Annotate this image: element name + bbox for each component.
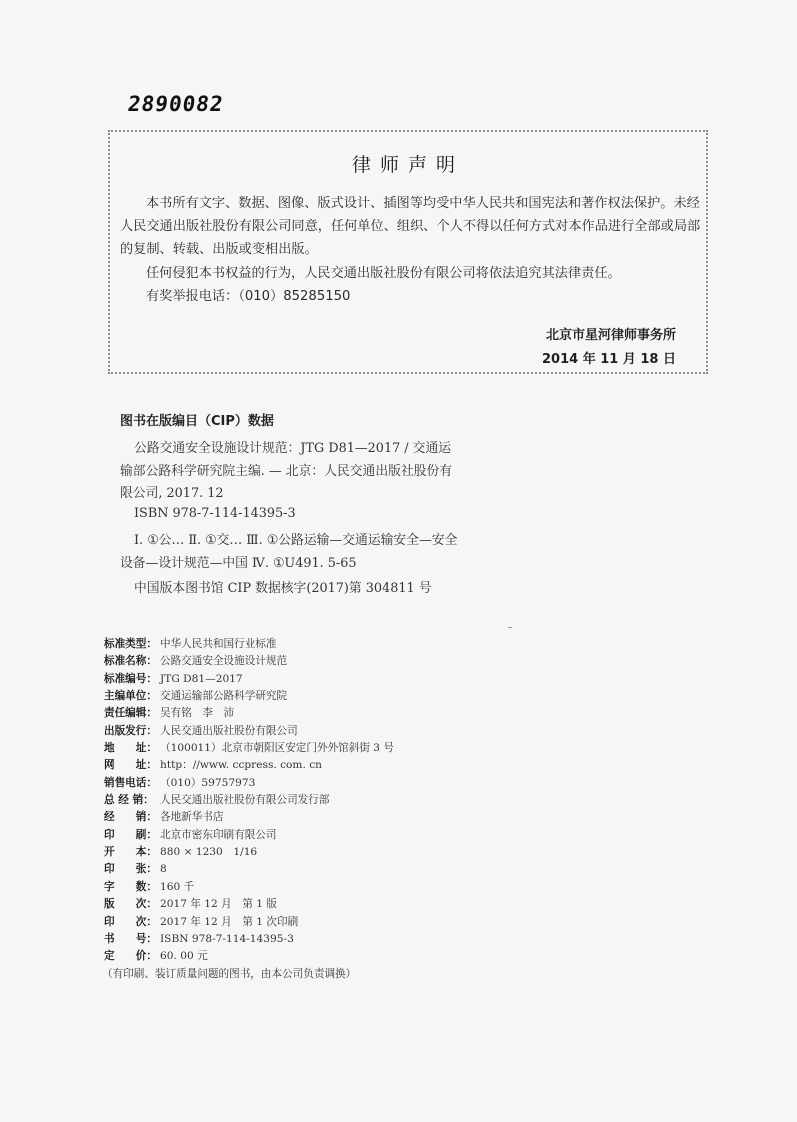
info-label: 字 数： [104, 880, 157, 893]
info-row [104, 948, 394, 965]
info-label: 印 次： [104, 915, 157, 928]
info-row [104, 861, 394, 878]
cip-isbn: ISBN 978-7-114-14395-3 [134, 506, 296, 521]
info-value: 公路交通安全设施设计规范 [160, 655, 288, 668]
info-value: 各地新华书店 [160, 811, 224, 824]
info-label: 出版发行： [104, 724, 157, 737]
info-row [104, 775, 394, 792]
publication-info [104, 636, 394, 983]
info-value: 交通运输部公路科学研究院 [160, 690, 288, 703]
info-value: 8 [160, 863, 167, 876]
cip-classification: Ⅰ. ①公… Ⅱ. ①交… Ⅲ. ①公路运输—交通运输安全—安全设备—设计规范—中国 Ⅳ. ①U491. 5-65 [120, 533, 458, 571]
info-label: 总 经 销： [104, 794, 154, 807]
info-row [104, 792, 394, 809]
info-label: 书 号： [104, 932, 157, 945]
info-label: 标准类型： [104, 638, 157, 650]
info-value: 60. 00 元 [160, 950, 208, 963]
info-value: 160 千 [160, 880, 195, 893]
info-label: 主编单位： [104, 690, 157, 703]
info-row [104, 914, 394, 931]
scan-mark [508, 627, 512, 628]
infringement-paragraph: 任何侵犯本书权益的行为，人民交通出版社股份有限公司将依法追究其法律责任。 [146, 266, 621, 281]
law-firm-signature: 北京市星河律师事务所 [545, 328, 676, 343]
info-label: 标准名称： [104, 655, 157, 668]
info-value: 中华人民共和国行业标准 [160, 638, 277, 650]
info-label: 责任编辑： [104, 707, 157, 720]
info-row [104, 827, 394, 844]
info-label: 销售电话： [104, 776, 157, 789]
info-label: 定 价： [104, 950, 157, 963]
info-value: 人民交通出版社股份有限公司 [160, 724, 298, 737]
statement-date: 2014 年 11 月 18 日 [542, 352, 676, 367]
info-label: 标准编号： [104, 672, 157, 685]
info-value: 北京市密东印刷有限公司 [160, 828, 277, 841]
lawyer-statement-title: 律师声明 [351, 154, 464, 176]
info-label: 地 址： [104, 742, 157, 755]
info-label: 版 次： [104, 898, 157, 911]
info-value: 吴有铭 李 沛 [160, 707, 235, 720]
info-row [104, 723, 394, 740]
cip-entry: 公路交通安全设施设计规范：JTG D81—2017 / 交通运输部公路科学研究院主编. — 北京：人民交通出版社股份有限公司, 2017. 12 [120, 441, 453, 501]
report-hotline: 有奖举报电话：（010）85285150 [146, 289, 351, 304]
info-row [104, 931, 394, 948]
info-row [104, 757, 394, 774]
info-row [104, 671, 394, 688]
info-row [104, 879, 394, 896]
info-value: 人民交通出版社股份有限公司发行部 [160, 794, 330, 807]
info-value: 2017 年 12 月 第 1 次印刷 [160, 915, 299, 928]
info-label: 网 址： [104, 759, 157, 772]
info-value: 880 × 1230 1/16 [160, 846, 258, 859]
info-row [104, 653, 394, 670]
info-label: 印 张： [104, 863, 157, 876]
lawyer-statement-box [108, 130, 708, 374]
cip-heading: 图书在版编目（CIP）数据 [120, 414, 274, 429]
inventory-stamp: 2890082 [126, 92, 226, 116]
info-label: 经 销： [104, 811, 157, 824]
info-row [104, 688, 394, 705]
info-value: 2017 年 12 月 第 1 版 [160, 898, 277, 911]
info-label: 印 刷： [104, 828, 157, 841]
info-value: ISBN 978-7-114-14395-3 [160, 932, 294, 945]
info-row [104, 844, 394, 861]
info-row [104, 809, 394, 826]
quality-footnote: （有印刷、装订质量问题的图书，由本公司负责调换） [102, 967, 357, 980]
info-value: （010）59757973 [160, 776, 256, 789]
info-row [104, 636, 394, 653]
info-value: （100011）北京市朝阳区安定门外外馆斜街 3 号 [160, 742, 395, 755]
info-label: 开 本： [104, 846, 157, 859]
copyright-paragraph: 本书所有文字、数据、图像、版式设计、插图等均受中华人民共和国宪法和著作权法保护。未经人民交通出版社股份有限公司同意，任何单位、组织、个人不得以任何方式对本作品进行全部或局部的复制、转载、出版或变相出版。 [120, 196, 701, 257]
info-value: http：//www. ccpress. com. cn [160, 759, 322, 772]
info-row [104, 896, 394, 913]
cip-verification-number: 中国版本图书馆 CIP 数据核字(2017)第 304811 号 [134, 581, 432, 596]
info-row [104, 740, 394, 757]
info-value: JTG D81—2017 [160, 672, 243, 685]
info-row [104, 705, 394, 722]
